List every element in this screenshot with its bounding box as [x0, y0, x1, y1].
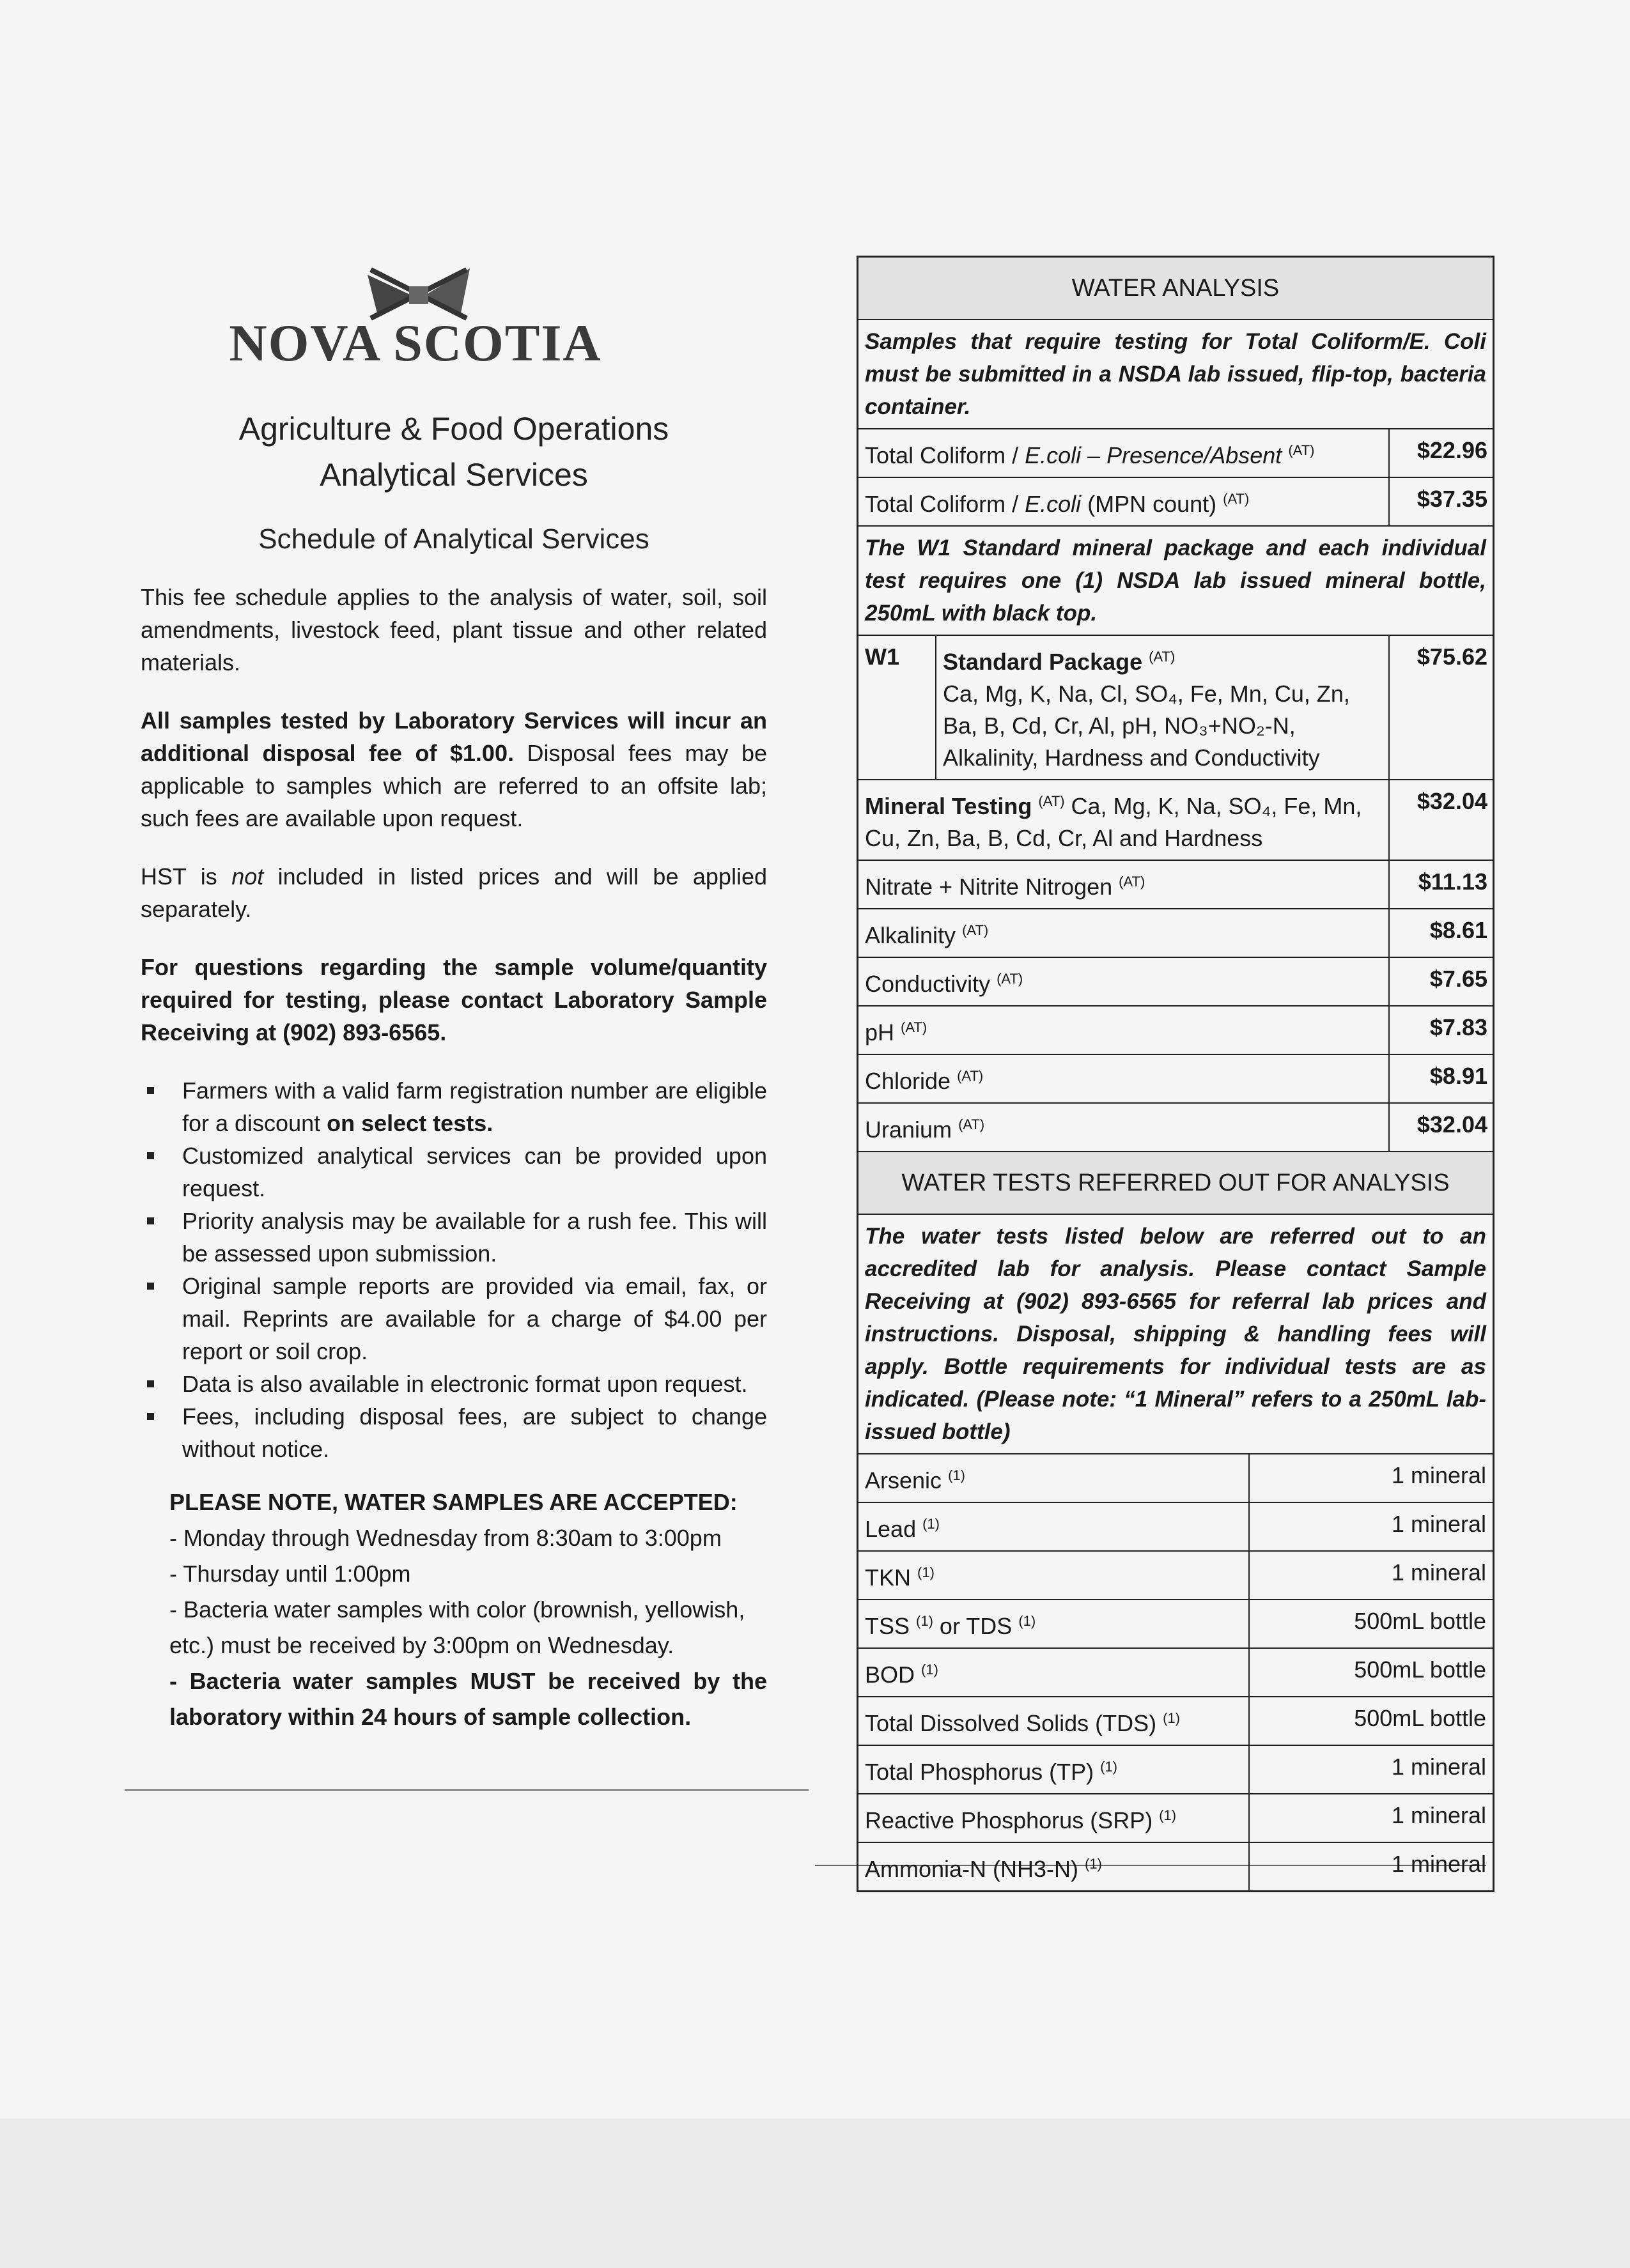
bullet-square-icon	[147, 1413, 154, 1420]
test-name	[858, 1746, 1248, 1793]
hst-text-em: not	[231, 863, 264, 890]
superscript: (1)	[916, 1613, 933, 1629]
test-name	[858, 429, 1388, 477]
bullet-square-icon	[147, 1217, 154, 1224]
test-price: $37.35	[1388, 478, 1493, 525]
list-item	[141, 1205, 767, 1270]
divider	[125, 1789, 809, 1791]
test-name	[858, 909, 1388, 957]
page-title	[141, 406, 767, 498]
test-price: $8.91	[1388, 1055, 1493, 1102]
table-row	[858, 1550, 1493, 1599]
hst-text-b: included in listed prices and will be applied separately.	[141, 863, 767, 922]
test-name	[858, 1600, 1248, 1647]
table-row	[858, 860, 1493, 908]
bullet-square-icon	[147, 1380, 154, 1387]
table-row	[858, 1842, 1493, 1890]
test-price: $7.83	[1388, 1007, 1493, 1054]
bottle-requirement: 500mL bottle	[1248, 1600, 1493, 1647]
test-name-text: BOD	[865, 1662, 915, 1688]
test-name-text: Reactive Phosphorus (SRP)	[865, 1807, 1153, 1833]
superscript: (AT)	[997, 971, 1023, 987]
hst-text-a: HST is	[141, 863, 232, 890]
test-name-text: Alkalinity	[865, 922, 956, 948]
superscript: (AT)	[1288, 442, 1315, 458]
test-name-text: Total Phosphorus (TP)	[865, 1759, 1094, 1785]
package-analytes: Ca, Mg, K, Na, Cl, SO₄, Fe, Mn, Cu, Zn, Ba, B, Cd, Cr, Al, pH, NO₃+NO₂-N, Alkalinity, Hardness and Conductivity	[943, 681, 1350, 771]
test-price: $75.62	[1388, 636, 1493, 779]
bottle-requirement: 1 mineral	[1248, 1454, 1493, 1502]
test-name-em: E.coli – Presence/Absent	[1025, 442, 1282, 468]
intro-paragraph: This fee schedule applies to the analysis of water, soil, soil amendments, livestock feed, plant tissue and other related materials.	[141, 584, 767, 675]
mineral-bottle-note: The W1 Standard mineral package and each individual test requires one (1) NSDA lab issued mineral bottle, 250mL with black top.	[865, 536, 1486, 626]
table-row	[858, 908, 1493, 957]
title-line-2: Analytical Services	[320, 457, 588, 493]
table-row	[858, 635, 1493, 779]
superscript: (AT)	[1038, 793, 1065, 809]
disposal-fee-text: Disposal fees may be applicable to samples which are referred to an offsite lab; such fees are available upon request.	[141, 740, 767, 831]
test-price: $32.04	[1388, 1104, 1493, 1151]
nova-scotia-logo	[192, 256, 639, 372]
contact-paragraph: For questions regarding the sample volume/quantity required for testing, please contact Laboratory Sample Receiving at (902) 893-6565.	[141, 954, 767, 1045]
test-name	[858, 478, 1388, 525]
logo-wordmark: NOVA SCOTIA	[229, 314, 602, 372]
list-item	[141, 1270, 767, 1368]
test-name-text: (MPN count)	[1081, 491, 1217, 517]
test-name-text: Uranium	[865, 1116, 952, 1143]
test-name-text: Total Coliform /	[865, 491, 1025, 517]
superscript: (1)	[922, 1516, 940, 1532]
note-line: - Thursday until 1:00pm	[169, 1561, 411, 1587]
table-row	[858, 1696, 1493, 1745]
test-name	[858, 780, 1388, 860]
bottle-requirement: 1 mineral	[1248, 1794, 1493, 1842]
test-name	[858, 1055, 1388, 1102]
superscript: (AT)	[962, 922, 989, 938]
bullet-text: Priority analysis may be available for a rush fee. This will be assessed upon submission.	[182, 1208, 767, 1267]
test-name	[858, 1552, 1248, 1599]
list-item	[141, 1400, 767, 1465]
test-name-text: TKN	[865, 1564, 911, 1591]
test-name-text: Total Dissolved Solids (TDS)	[865, 1710, 1157, 1736]
note-line: - Monday through Wednesday from 8:30am to 3:00pm	[169, 1525, 722, 1551]
list-item	[141, 1139, 767, 1205]
test-name-text: Conductivity	[865, 971, 991, 997]
test-name	[858, 958, 1388, 1005]
bottle-requirement: 500mL bottle	[1248, 1649, 1493, 1696]
test-name	[858, 861, 1388, 908]
bullet-text: Data is also available in electronic format upon request.	[182, 1371, 748, 1397]
list-item	[141, 1074, 767, 1139]
superscript: (1)	[1163, 1710, 1181, 1726]
test-price: $11.13	[1388, 861, 1493, 908]
test-name-text: pH	[865, 1019, 895, 1045]
superscript: (AT)	[1149, 649, 1176, 665]
referral-note: The water tests listed below are referred out to an accredited lab for analysis. Please contact Sample Receiving at (902) 893-6565 for referral lab prices and instructions. Disposal, shipping & handling fees will apply. Bottle requirements for individual tests are as indicated. (Please note: “1 Mineral” refers to a 250mL lab-issued bottle)	[865, 1224, 1486, 1444]
test-name-text: Ammonia-N (NH3-N)	[865, 1856, 1079, 1882]
disposal-paragraph	[141, 704, 767, 835]
test-name-text: Total Coliform /	[865, 442, 1025, 468]
test-name-text: Chloride	[865, 1068, 951, 1094]
note-line-bold: - Bacteria water samples MUST be received by the laboratory within 24 hours of sample collection.	[169, 1668, 767, 1730]
table-row	[858, 1054, 1493, 1102]
superscript: (AT)	[1223, 491, 1250, 507]
bottle-requirement: 500mL bottle	[1248, 1697, 1493, 1745]
test-analytes: Ca, Mg, K, Na, SO₄, Fe, Mn, Cu, Zn, Ba, B, Cd, Cr, Al and Hardness	[865, 793, 1362, 851]
note-line: - Bacteria water samples with color (brownish, yellowish, etc.) must be received by 3:00pm on Wednesday.	[169, 1596, 745, 1658]
table-row	[858, 428, 1493, 477]
table-note-row	[858, 319, 1493, 428]
table-row	[858, 1647, 1493, 1696]
superscript: (1)	[948, 1467, 965, 1483]
package-code: W1	[865, 644, 899, 670]
test-name	[858, 1454, 1248, 1502]
test-name	[858, 1697, 1248, 1745]
table-row	[858, 1502, 1493, 1550]
table-row	[858, 1005, 1493, 1054]
test-name	[858, 1794, 1248, 1842]
page-subtitle: Schedule of Analytical Services	[258, 523, 649, 555]
test-name	[858, 1104, 1388, 1151]
test-price: $22.96	[1388, 429, 1493, 477]
test-price: $7.65	[1388, 958, 1493, 1005]
table-note-row	[858, 525, 1493, 635]
test-price: $32.04	[1388, 780, 1493, 860]
superscript: (1)	[1159, 1807, 1177, 1823]
test-name-text: TSS	[865, 1613, 910, 1639]
table-row	[858, 1745, 1493, 1793]
superscript: (1)	[1018, 1613, 1036, 1629]
table-row	[858, 1102, 1493, 1151]
test-name	[858, 1649, 1248, 1696]
bottle-requirement: 1 mineral	[1248, 1843, 1493, 1890]
test-name	[858, 1503, 1248, 1550]
superscript: (AT)	[1119, 874, 1145, 890]
hst-paragraph	[141, 860, 767, 925]
bullet-square-icon	[147, 1152, 154, 1159]
disposal-fee-bold: All samples tested by Laboratory Services will incur an additional disposal fee of $1.00.	[141, 707, 767, 766]
test-name-text: Nitrate + Nitrite Nitrogen	[865, 874, 1113, 900]
bullet-text: Customized analytical services can be provided upon request.	[182, 1143, 767, 1201]
test-name-text: Arsenic	[865, 1467, 942, 1493]
superscript: (1)	[917, 1564, 935, 1580]
test-name-text: Lead	[865, 1516, 917, 1542]
table-row	[858, 1793, 1493, 1842]
title-line-1: Agriculture & Food Operations	[238, 411, 669, 447]
superscript: (AT)	[957, 1068, 984, 1084]
test-name-em: E.coli	[1025, 491, 1082, 517]
table-row	[858, 1453, 1493, 1502]
table-header: WATER ANALYSIS	[858, 258, 1493, 319]
table-row	[858, 1599, 1493, 1647]
package-description	[935, 636, 1388, 779]
bottle-requirement: 1 mineral	[1248, 1503, 1493, 1550]
bullet-text: Original sample reports are provided via email, fax, or mail. Reprints are available for a charge of $4.00 per report or soil crop.	[182, 1273, 767, 1364]
table-row	[858, 779, 1493, 860]
referred-table-header: WATER TESTS REFERRED OUT FOR ANALYSIS	[858, 1151, 1493, 1214]
superscript: (AT)	[958, 1116, 985, 1132]
superscript: (1)	[1085, 1856, 1102, 1872]
test-price: $8.61	[1388, 909, 1493, 957]
superscript: (1)	[1100, 1759, 1118, 1775]
bacteria-container-note: Samples that require testing for Total Coliform/E. Coli must be submitted in a NSDA lab issued, flip-top, bacteria container.	[865, 329, 1486, 419]
info-bullet-list	[141, 1074, 767, 1465]
superscript: (AT)	[901, 1019, 928, 1035]
test-name-bold: Mineral Testing	[865, 793, 1032, 819]
bottle-requirement: 1 mineral	[1248, 1746, 1493, 1793]
test-name-text: or TDS	[933, 1613, 1013, 1639]
package-name: Standard Package	[943, 649, 1143, 675]
superscript: (1)	[921, 1662, 938, 1678]
left-column	[141, 256, 767, 1735]
table-row	[858, 957, 1493, 1005]
test-name	[858, 1843, 1248, 1890]
table-note-row	[858, 1214, 1493, 1453]
note-title: PLEASE NOTE, WATER SAMPLES ARE ACCEPTED:	[169, 1489, 738, 1515]
water-acceptance-note	[169, 1485, 767, 1735]
water-analysis-table	[857, 256, 1494, 1892]
bullet-text-bold: on select tests.	[327, 1110, 493, 1136]
bullet-square-icon	[147, 1087, 154, 1094]
test-name	[858, 1007, 1388, 1054]
table-row	[858, 477, 1493, 525]
list-item	[141, 1368, 767, 1400]
bottle-requirement: 1 mineral	[1248, 1552, 1493, 1599]
bullet-square-icon	[147, 1283, 154, 1290]
bullet-text: Farmers with a valid farm registration number are eligible for a discount	[182, 1077, 767, 1136]
bullet-text: Fees, including disposal fees, are subject to change without notice.	[182, 1403, 767, 1462]
